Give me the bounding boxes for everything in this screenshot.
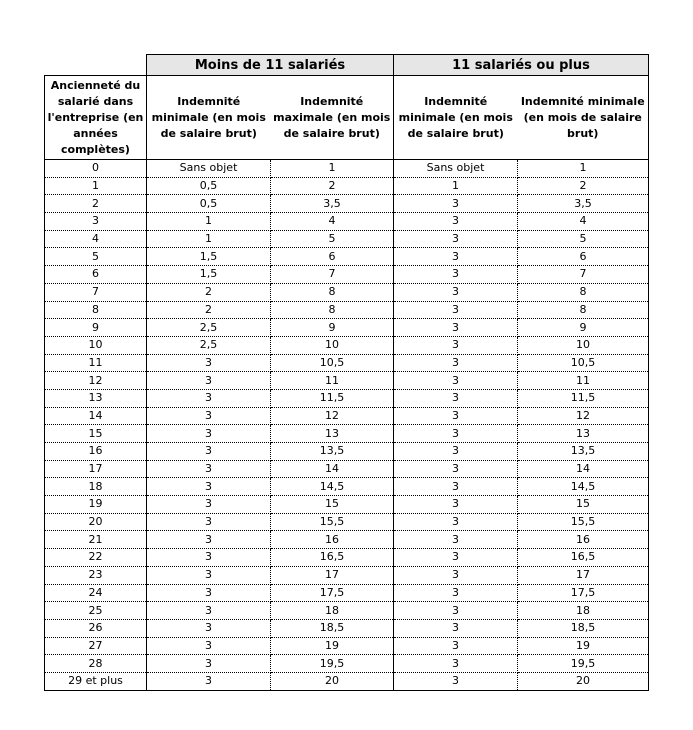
- cell-seniority: 17: [45, 460, 147, 478]
- table-row: [45, 248, 649, 266]
- cell-small-min: 3: [147, 425, 271, 443]
- cell-small-min: 0,5: [147, 177, 271, 195]
- table-row: [45, 584, 649, 602]
- cell-small-max: 1: [271, 160, 394, 178]
- cell-seniority: 18: [45, 478, 147, 496]
- cell-seniority: 12: [45, 372, 147, 390]
- cell-small-min: 1,5: [147, 266, 271, 284]
- cell-large-second: 15: [518, 496, 649, 514]
- table-row: [45, 301, 649, 319]
- table-row: [45, 336, 649, 354]
- cell-small-max: 19,5: [271, 655, 394, 673]
- cell-small-min: 3: [147, 655, 271, 673]
- table-row: [45, 478, 649, 496]
- cell-large-second: 3,5: [518, 195, 649, 213]
- cell-large-second: 15,5: [518, 513, 649, 531]
- table-row: [45, 602, 649, 620]
- cell-seniority: 23: [45, 566, 147, 584]
- cell-small-min: 3: [147, 637, 271, 655]
- cell-small-max: 7: [271, 266, 394, 284]
- cell-large-min: 3: [394, 655, 518, 673]
- cell-large-min: 3: [394, 213, 518, 231]
- cell-seniority: 19: [45, 496, 147, 514]
- table-row: [45, 549, 649, 567]
- cell-large-second: 13: [518, 425, 649, 443]
- cell-small-max: 9: [271, 319, 394, 337]
- cell-large-second: 10: [518, 336, 649, 354]
- cell-large-second: 12: [518, 407, 649, 425]
- column-header-large-second: Indemnité minimale (en mois de salaire brut): [518, 76, 649, 160]
- cell-small-max: 19: [271, 637, 394, 655]
- cell-large-second: 10,5: [518, 354, 649, 372]
- cell-large-second: 11: [518, 372, 649, 390]
- cell-small-min: 3: [147, 549, 271, 567]
- empty-corner-cell: [45, 55, 147, 76]
- table-row: [45, 160, 649, 178]
- cell-seniority: 29 et plus: [45, 672, 147, 690]
- cell-large-min: 3: [394, 443, 518, 461]
- cell-small-min: 1,5: [147, 248, 271, 266]
- cell-small-min: 0,5: [147, 195, 271, 213]
- group-header-11-or-more: 11 salariés ou plus: [394, 55, 649, 76]
- cell-small-max: 15: [271, 496, 394, 514]
- table-row: [45, 372, 649, 390]
- cell-small-max: 15,5: [271, 513, 394, 531]
- cell-small-max: 3,5: [271, 195, 394, 213]
- cell-small-max: 16: [271, 531, 394, 549]
- cell-large-min: 3: [394, 301, 518, 319]
- cell-seniority: 8: [45, 301, 147, 319]
- cell-small-max: 2: [271, 177, 394, 195]
- table-row: [45, 283, 649, 301]
- cell-small-max: 18: [271, 602, 394, 620]
- table-row: [45, 460, 649, 478]
- cell-large-second: 6: [518, 248, 649, 266]
- cell-small-max: 18,5: [271, 619, 394, 637]
- cell-large-min: 3: [394, 602, 518, 620]
- cell-seniority: 11: [45, 354, 147, 372]
- cell-seniority: 24: [45, 584, 147, 602]
- cell-seniority: 21: [45, 531, 147, 549]
- table-row: [45, 389, 649, 407]
- cell-large-min: 3: [394, 478, 518, 496]
- cell-large-second: 19,5: [518, 655, 649, 673]
- cell-large-min: 3: [394, 513, 518, 531]
- table-row: [45, 619, 649, 637]
- table-body: [45, 160, 649, 691]
- cell-small-min: 3: [147, 619, 271, 637]
- cell-large-min: 3: [394, 266, 518, 284]
- cell-small-max: 14: [271, 460, 394, 478]
- cell-large-min: 3: [394, 336, 518, 354]
- cell-large-second: 17: [518, 566, 649, 584]
- cell-small-min: 3: [147, 584, 271, 602]
- cell-small-min: 2,5: [147, 336, 271, 354]
- cell-large-second: 17,5: [518, 584, 649, 602]
- cell-small-max: 20: [271, 672, 394, 690]
- cell-small-min: Sans objet: [147, 160, 271, 178]
- cell-large-min: 3: [394, 460, 518, 478]
- cell-small-max: 14,5: [271, 478, 394, 496]
- cell-small-max: 16,5: [271, 549, 394, 567]
- cell-seniority: 2: [45, 195, 147, 213]
- cell-small-min: 3: [147, 513, 271, 531]
- table-row: [45, 230, 649, 248]
- table-row: [45, 531, 649, 549]
- table-row: [45, 443, 649, 461]
- cell-small-max: 8: [271, 301, 394, 319]
- cell-large-min: 3: [394, 584, 518, 602]
- cell-seniority: 9: [45, 319, 147, 337]
- table-row: [45, 513, 649, 531]
- cell-large-min: 3: [394, 672, 518, 690]
- cell-large-min: 3: [394, 354, 518, 372]
- cell-large-second: 13,5: [518, 443, 649, 461]
- cell-seniority: 14: [45, 407, 147, 425]
- table-row: [45, 319, 649, 337]
- group-header-row: [45, 55, 649, 76]
- table-row: [45, 407, 649, 425]
- cell-small-max: 5: [271, 230, 394, 248]
- cell-large-second: 9: [518, 319, 649, 337]
- cell-large-second: 8: [518, 301, 649, 319]
- cell-large-min: Sans objet: [394, 160, 518, 178]
- cell-large-min: 3: [394, 319, 518, 337]
- cell-large-second: 4: [518, 213, 649, 231]
- cell-small-max: 11,5: [271, 389, 394, 407]
- cell-small-min: 3: [147, 372, 271, 390]
- cell-seniority: 22: [45, 549, 147, 567]
- cell-large-min: 3: [394, 619, 518, 637]
- cell-seniority: 27: [45, 637, 147, 655]
- cell-small-min: 3: [147, 460, 271, 478]
- cell-small-max: 10: [271, 336, 394, 354]
- cell-seniority: 26: [45, 619, 147, 637]
- cell-large-second: 19: [518, 637, 649, 655]
- cell-seniority: 28: [45, 655, 147, 673]
- column-header-small-max: Indemnité maximale (en mois de salaire brut): [271, 76, 394, 160]
- cell-large-min: 1: [394, 177, 518, 195]
- cell-small-min: 3: [147, 566, 271, 584]
- cell-large-min: 3: [394, 407, 518, 425]
- table-row: [45, 655, 649, 673]
- cell-small-min: 3: [147, 443, 271, 461]
- table-row: [45, 195, 649, 213]
- cell-seniority: 4: [45, 230, 147, 248]
- cell-large-second: 16: [518, 531, 649, 549]
- cell-small-max: 17: [271, 566, 394, 584]
- cell-small-min: 3: [147, 389, 271, 407]
- cell-small-min: 2,5: [147, 319, 271, 337]
- cell-large-second: 18: [518, 602, 649, 620]
- cell-seniority: 13: [45, 389, 147, 407]
- cell-large-second: 14: [518, 460, 649, 478]
- cell-large-second: 7: [518, 266, 649, 284]
- cell-large-min: 3: [394, 425, 518, 443]
- table-row: [45, 496, 649, 514]
- cell-small-max: 10,5: [271, 354, 394, 372]
- cell-small-min: 3: [147, 354, 271, 372]
- cell-large-second: 8: [518, 283, 649, 301]
- cell-large-second: 16,5: [518, 549, 649, 567]
- table-row: [45, 354, 649, 372]
- cell-large-min: 3: [394, 372, 518, 390]
- cell-large-second: 11,5: [518, 389, 649, 407]
- cell-small-max: 8: [271, 283, 394, 301]
- cell-large-min: 3: [394, 195, 518, 213]
- cell-small-min: 3: [147, 672, 271, 690]
- table-row: [45, 637, 649, 655]
- cell-seniority: 7: [45, 283, 147, 301]
- indemnity-table-container: [44, 54, 649, 691]
- cell-small-max: 13,5: [271, 443, 394, 461]
- cell-seniority: 5: [45, 248, 147, 266]
- cell-large-min: 3: [394, 248, 518, 266]
- cell-small-max: 6: [271, 248, 394, 266]
- cell-small-max: 12: [271, 407, 394, 425]
- cell-seniority: 3: [45, 213, 147, 231]
- cell-small-min: 1: [147, 213, 271, 231]
- cell-small-min: 3: [147, 478, 271, 496]
- cell-small-max: 11: [271, 372, 394, 390]
- cell-small-min: 3: [147, 531, 271, 549]
- cell-seniority: 15: [45, 425, 147, 443]
- cell-small-min: 1: [147, 230, 271, 248]
- cell-seniority: 6: [45, 266, 147, 284]
- cell-large-second: 20: [518, 672, 649, 690]
- cell-large-second: 1: [518, 160, 649, 178]
- cell-small-min: 3: [147, 496, 271, 514]
- cell-large-second: 5: [518, 230, 649, 248]
- column-header-seniority: Ancienneté du salarié dans l'entreprise (en années complètes): [45, 76, 147, 160]
- cell-large-min: 3: [394, 566, 518, 584]
- cell-seniority: 16: [45, 443, 147, 461]
- column-header-row: [45, 76, 649, 160]
- cell-seniority: 25: [45, 602, 147, 620]
- table-row: [45, 266, 649, 284]
- group-header-less-than-11: Moins de 11 salariés: [147, 55, 394, 76]
- column-header-large-min: Indemnité minimale (en mois de salaire brut): [394, 76, 518, 160]
- cell-large-min: 3: [394, 389, 518, 407]
- table-row: [45, 425, 649, 443]
- cell-large-min: 3: [394, 549, 518, 567]
- cell-large-min: 3: [394, 283, 518, 301]
- cell-large-second: 14,5: [518, 478, 649, 496]
- table-row: [45, 672, 649, 690]
- cell-seniority: 1: [45, 177, 147, 195]
- cell-small-max: 17,5: [271, 584, 394, 602]
- column-header-small-min: Indemnité minimale (en mois de salaire brut): [147, 76, 271, 160]
- table-row: [45, 177, 649, 195]
- table-row: [45, 213, 649, 231]
- cell-large-min: 3: [394, 531, 518, 549]
- cell-large-second: 18,5: [518, 619, 649, 637]
- cell-large-min: 3: [394, 230, 518, 248]
- cell-seniority: 0: [45, 160, 147, 178]
- table-row: [45, 566, 649, 584]
- cell-seniority: 10: [45, 336, 147, 354]
- cell-small-min: 2: [147, 283, 271, 301]
- cell-large-min: 3: [394, 496, 518, 514]
- cell-small-min: 3: [147, 602, 271, 620]
- cell-seniority: 20: [45, 513, 147, 531]
- cell-large-second: 2: [518, 177, 649, 195]
- cell-large-min: 3: [394, 637, 518, 655]
- cell-small-min: 3: [147, 407, 271, 425]
- indemnity-table: [44, 54, 649, 691]
- cell-small-max: 13: [271, 425, 394, 443]
- cell-small-min: 2: [147, 301, 271, 319]
- cell-small-max: 4: [271, 213, 394, 231]
